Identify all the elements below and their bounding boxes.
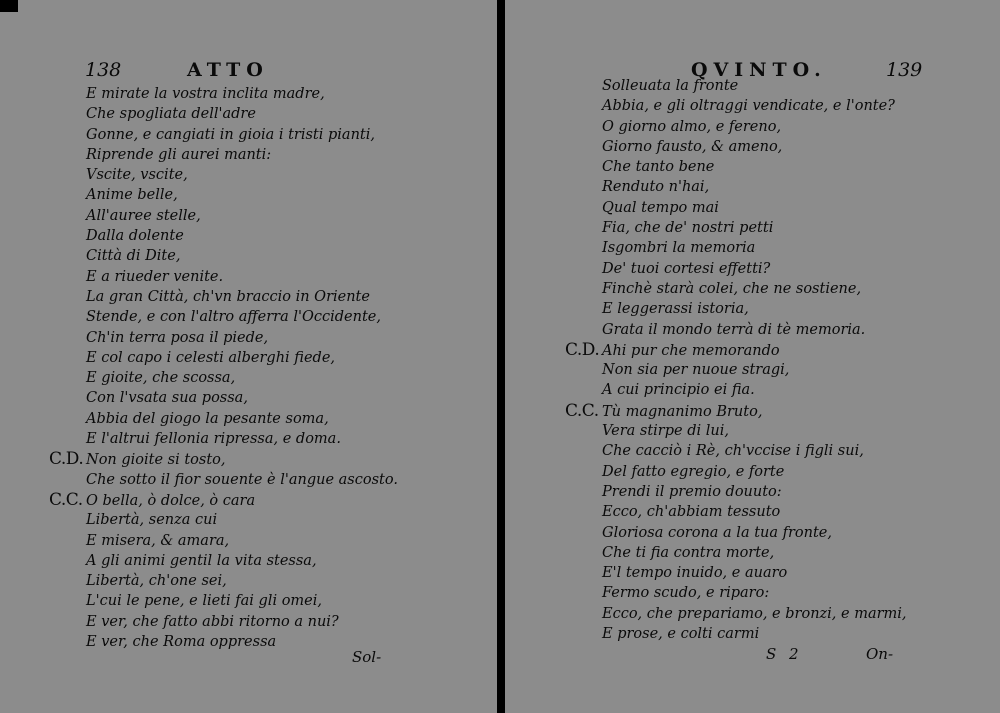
verse-text: E col capo i celesti alberghi fiede, (86, 349, 336, 366)
verse-text: Abbia del giogo la pesante soma, (86, 410, 329, 427)
right-catchword: On- (866, 645, 894, 663)
verse-line (602, 198, 907, 218)
signature-mark: S 2 (766, 645, 803, 663)
verse-line (602, 177, 907, 197)
verse-line (602, 462, 907, 482)
verse-line (86, 267, 398, 287)
verse-line (86, 104, 398, 124)
verse-text: Vera stirpe di lui, (602, 423, 729, 440)
verse-line (86, 165, 398, 185)
right-page (506, 0, 1000, 713)
verse-text: Anime belle, (86, 187, 178, 204)
verse-text: Solleuata la fronte (602, 78, 739, 94)
verse-text: E ver, che Roma oppressa (86, 634, 277, 651)
verse-line (602, 604, 907, 624)
verse-text: Non gioite si tosto, (86, 452, 226, 469)
verse-text: E l'altrui fellonia ripressa, e doma. (86, 431, 341, 448)
verse-line (86, 226, 398, 246)
verse-text: Ahi pur che memorando (602, 342, 780, 359)
verse-text: E ver, che fatto abbi ritorno a nui? (86, 613, 339, 630)
verse-text: E gioite, che scossa, (86, 370, 236, 387)
verse-text: Grata il mondo terrà di tè memoria. (602, 321, 866, 338)
verse-line (602, 502, 907, 522)
verse-text: Città di Dite, (86, 248, 181, 265)
verse-line (86, 571, 398, 591)
verse-text: E mirate la vostra inclita madre, (86, 86, 325, 102)
verse-text: O bella, ò dolce, ò cara (86, 492, 256, 509)
verse-line (86, 307, 398, 327)
verse-text: Renduto n'hai, (602, 179, 710, 196)
verse-text: Libertà, senza cui (86, 512, 218, 529)
verse-line (86, 328, 398, 348)
verse-text: Gonne, e cangiati in gioia i tristi pianti, (86, 126, 375, 143)
verse-text: Giorno fausto, & ameno, (602, 138, 783, 155)
speaker-label: C.D. (565, 339, 600, 360)
verse-text: Stende, e con l'altro afferra l'Occidente, (86, 309, 381, 326)
verse-line (602, 441, 907, 461)
verse-line (602, 523, 907, 543)
verse-text: O giorno almo, e fereno, (602, 118, 782, 135)
verse-line (602, 96, 907, 116)
left-verse-lines (49, 84, 398, 652)
verse-text: E'l tempo inuido, e auaro (602, 565, 788, 582)
verse-text: A gli animi gentil la vita stessa, (86, 552, 317, 569)
verse-text: Che sotto il fior souente è l'angue ascosto. (86, 471, 398, 488)
verse-text: Abbia, e gli oltraggi vendicate, e l'onte? (602, 98, 895, 115)
verse-text: Ecco, ch'abbiam tessuto (602, 504, 781, 521)
verse-text: E misera, & amara, (86, 532, 230, 549)
verse-line (86, 246, 398, 266)
verse-line (86, 612, 398, 632)
right-page-number: 139 (886, 59, 923, 81)
verse-text: A cui principio ei fia. (602, 382, 755, 399)
verse-line (602, 624, 907, 644)
verse-text: Che spogliata dell'adre (86, 106, 256, 123)
verse-line (86, 145, 398, 165)
verse-line (86, 368, 398, 388)
verse-line (86, 84, 398, 104)
verse-text: Con l'vsata sua possa, (86, 390, 248, 407)
verse-line (602, 482, 907, 502)
verse-text: Fia, che de' nostri petti (602, 220, 774, 237)
verse-line (86, 510, 398, 530)
verse-text: All'auree stelle, (86, 207, 201, 224)
verse-text: Fermo scudo, e riparo: (602, 585, 770, 602)
verse-text: Vscite, vscite, (86, 167, 188, 184)
verse-text: E leggerassi istoria, (602, 301, 749, 318)
verse-line (602, 299, 907, 319)
verse-line (602, 380, 907, 400)
verse-text: Che tanto bene (602, 159, 715, 176)
verse-line (86, 185, 398, 205)
verse-text: E a riueder venite. (86, 268, 224, 285)
verse-text: Qual tempo mai (602, 199, 719, 216)
verse-text: Del fatto egregio, e forte (602, 463, 785, 480)
verse-line (602, 360, 907, 380)
verse-line (86, 125, 398, 145)
verse-line (86, 551, 398, 571)
verse-line (86, 287, 398, 307)
verse-text: Non sia per nuoue stragi, (602, 362, 790, 379)
verse-text: Dalla dolente (86, 228, 184, 245)
verse-text: E prose, e colti carmi (602, 626, 760, 643)
verse-text: Ecco, che prepariamo, e bronzi, e marmi, (602, 605, 907, 622)
verse-line (86, 470, 398, 490)
verse-line (602, 279, 907, 299)
left-page (0, 0, 498, 713)
verse-text: La gran Città, ch'vn braccio in Oriente (86, 288, 370, 305)
right-verse-lines (565, 76, 907, 644)
verse-text: De' tuoi cortesi effetti? (602, 260, 771, 277)
verse-line (602, 157, 907, 177)
verse-line (602, 117, 907, 137)
left-running-head: ATTO (187, 59, 269, 81)
verse-text: Riprende gli aurei manti: (86, 146, 272, 163)
verse-line (602, 76, 907, 96)
verse-text: Che ti fia contra morte, (602, 544, 775, 561)
verse-line (49, 449, 398, 470)
left-page-number: 138 (85, 59, 122, 81)
verse-line (86, 429, 398, 449)
verse-text: Che cacciò i Rè, ch'vccise i figli sui, (602, 443, 864, 460)
right-running-head: QVINTO. (691, 59, 827, 81)
speaker-label: C.D. (49, 449, 84, 470)
verse-line (86, 348, 398, 368)
verse-line (602, 583, 907, 603)
verse-line (602, 421, 907, 441)
verse-line (86, 591, 398, 611)
verse-line (602, 218, 907, 238)
verse-text: Ch'in terra posa il piede, (86, 329, 269, 346)
verse-text: L'cui le pene, e lieti fai gli omei, (86, 593, 323, 610)
verse-line (602, 320, 907, 340)
verse-text: Gloriosa corona a la tua fronte, (602, 524, 832, 541)
verse-line (86, 206, 398, 226)
verse-line (602, 259, 907, 279)
verse-line (602, 563, 907, 583)
verse-line (86, 388, 398, 408)
verse-text: Finchè starà colei, che ne sostiene, (602, 280, 862, 297)
verse-text: Prendi il premio douuto: (602, 483, 782, 500)
verse-line (49, 489, 398, 510)
left-catchword: Sol- (352, 648, 382, 666)
verse-line (565, 339, 907, 360)
verse-line (602, 137, 907, 157)
speaker-label: C.C. (49, 489, 83, 510)
verse-line (86, 531, 398, 551)
verse-line (565, 400, 907, 421)
verse-text: Tù magnanimo Bruto, (602, 403, 763, 420)
verse-line (86, 409, 398, 429)
book-gutter (497, 0, 505, 713)
speaker-label: C.C. (565, 400, 599, 421)
verse-text: Libertà, ch'one sei, (86, 573, 227, 590)
verse-text: Isgombri la memoria (602, 240, 756, 257)
verse-line (602, 543, 907, 563)
verse-line (602, 238, 907, 258)
